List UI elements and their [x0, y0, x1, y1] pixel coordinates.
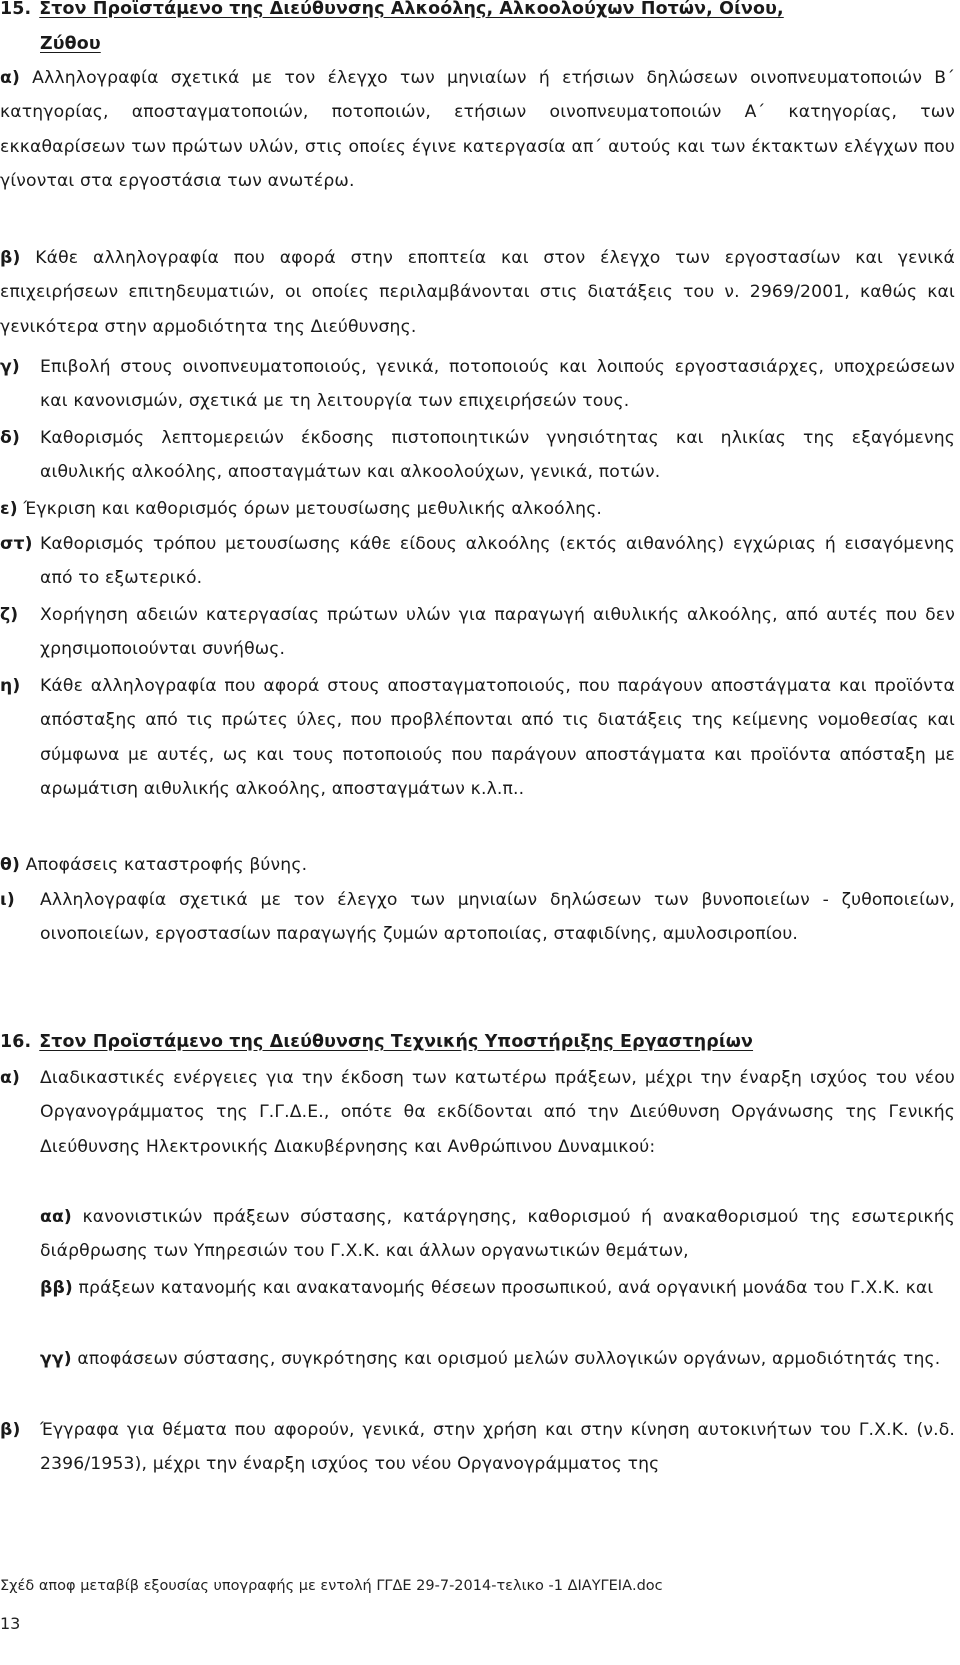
item-text: Καθορισμός τρόπου μετουσίωσης κάθε είδους αλκοόλης (εκτός αιθανόλης) εγχώριας ή εισαγόμενης από το εξωτερικό.	[40, 534, 955, 589]
item-label: γ)	[0, 357, 20, 377]
section-15-item-iota	[0, 883, 955, 952]
item-label: α)	[0, 1068, 20, 1088]
item-text: Κάθε αλληλογραφία που αφορά στην εποπτεία και στον έλεγχο των εργοστασίων και γενικά επιχειρήσεων επιτηδευματιών, οι οποίες περιλαμβάνονται στις διατάξεις του ν. 2969/2001, καθώς και γενικότερα στην αρμοδιότητα της Διεύθυνσης.	[0, 248, 955, 337]
item-label: β)	[0, 248, 21, 268]
section-15-item-a	[0, 61, 955, 199]
item-text: αποφάσεων σύστασης, συγκρότησης και ορισμού μελών συλλογικών οργάνων, αρμοδιότητάς της.	[77, 1349, 941, 1369]
item-text: Αποφάσεις καταστροφής βύνης.	[25, 855, 308, 875]
document-footer-filename: Σχέδ αποφ μεταβίβ εξουσίας υπογραφής με εντολή ΓΓΔΕ 29-7-2014-τελικο -1 ΔΙΑΥΓΕΙΑ.doc	[0, 1578, 663, 1594]
section-16-item-a	[0, 1061, 955, 1164]
section-15-number: 15.	[0, 0, 32, 19]
item-label: β)	[0, 1420, 21, 1440]
item-label: στ)	[0, 534, 33, 554]
section-15-item-d	[0, 421, 955, 490]
section-15-item-th	[0, 848, 955, 882]
item-label: θ)	[0, 855, 20, 875]
item-text: Κάθε αλληλογραφία που αφορά στους αποσταγματοποιούς, που παράγουν αποστάγματα και προϊόντα απόσταξης από τις πρώτες ύλες, που προβλέπονται από τις διατάξεις της κείμενης νομοθεσίας και σύμφωνα με αυτές, ως και τους ποτοποιούς που παράγουν αποστάγματα και προϊόντα απόσταξη με αρωμάτιση αιθυλικής αλκοόλης, αποσταγμάτων κ.λ.π..	[40, 676, 955, 800]
item-text: Επιβολή στους οινοπνευματοποιούς, γενικά, ποτοποιούς και λοιπούς εργοστασιάρχες, υποχρεώσεων και κανονισμών, σχετικά με τη λειτουργία των επιχειρήσεών τους.	[40, 357, 955, 412]
item-label: ββ)	[40, 1278, 73, 1298]
section-15-title-line2: Ζύθου	[40, 34, 101, 54]
item-label: α)	[0, 68, 20, 88]
section-16-subitem-aa	[40, 1200, 955, 1269]
section-15-item-i	[0, 669, 955, 807]
section-16-title: Στον Προϊστάμενο της Διεύθυνσης Τεχνικής Υποστήριξης Εργαστηρίων	[39, 1032, 754, 1052]
section-15-heading-cont	[40, 27, 101, 61]
section-15-item-e	[0, 492, 955, 526]
section-15-item-st	[0, 527, 955, 596]
item-text: Έγκριση και καθορισμός όρων μετουσίωσης μεθυλικής αλκοόλης.	[23, 499, 603, 519]
item-label: ε)	[0, 499, 18, 519]
section-15-item-c	[0, 350, 955, 419]
section-16-item-b	[0, 1413, 955, 1482]
item-label: δ)	[0, 428, 20, 448]
item-label: γγ)	[40, 1349, 72, 1369]
item-label: ι)	[0, 890, 15, 910]
item-text: Καθορισμός λεπτομερειών έκδοσης πιστοποιητικών γνησιότητας και ηλικίας της εξαγόμενης αιθυλικής αλκοόλης, αποσταγμάτων και αλκοολούχων, γενικά, ποτών.	[40, 428, 955, 483]
item-text: Αλληλογραφία σχετικά με τον έλεγχο των μηνιαίων ή ετήσιων δηλώσεων οινοπνευματοποιών Β΄ κατηγορίας, αποσταγματοποιών, ποτοποιών, ετήσιων οινοπνευματοποιών Α΄ κατηγορίας, των εκκαθαρίσεων των πρώτων υλών, στις οποίες έγινε κατεργασία απ΄ αυτούς και των έκτακτων ελέγχων που γίνονται στα εργοστάσια των ανωτέρω.	[0, 68, 955, 192]
section-15-title-line1: Στον Προϊστάμενο της Διεύθυνσης Αλκοόλης, Αλκοολούχων Ποτών, Οίνου,	[39, 0, 784, 19]
item-label: ζ)	[0, 605, 19, 625]
section-16-subitem-gg	[40, 1342, 955, 1376]
item-text: πράξεων κατανομής και ανακατανομής θέσεων προσωπικού, ανά οργανική μονάδα του Γ.Χ.Κ. και	[78, 1278, 934, 1298]
section-16-subitem-bb	[40, 1271, 955, 1305]
page-number: 13	[0, 1614, 21, 1633]
section-16-heading	[0, 1025, 753, 1059]
item-text: Χορήγηση αδειών κατεργασίας πρώτων υλών για παραγωγή αιθυλικής αλκοόλης, από αυτές που δεν χρησιμοποιούνται συνήθως.	[40, 605, 955, 660]
section-15-item-z	[0, 598, 955, 667]
item-label: αα)	[40, 1207, 72, 1227]
section-15-item-b	[0, 241, 955, 344]
item-label: η)	[0, 676, 21, 696]
section-16-number: 16.	[0, 1032, 32, 1052]
item-text: Έγγραφα για θέματα που αφορούν, γενικά, στην χρήση και στην κίνηση αυτοκινήτων του Γ.Χ.Κ. (ν.δ. 2396/1953), μέχρι την έναρξη ισχύος του νέου Οργανογράμματος της	[40, 1420, 955, 1475]
item-text: Διαδικαστικές ενέργειες για την έκδοση των κατωτέρω πράξεων, μέχρι την έναρξη ισχύος του νέου Οργανογράμματος της Γ.Γ.Δ.Ε., οπότε θα εκδίδονται από την Διεύθυνση Οργάνωσης της Γενικής Διεύθυνσης Ηλεκτρονικής Διακυβέρνησης και Ανθρώπινου Δυναμικού:	[40, 1068, 955, 1157]
section-15-heading	[0, 0, 784, 26]
item-text: κανονιστικών πράξεων σύστασης, κατάργησης, καθορισμού ή ανακαθορισμού της εσωτερικής διάρθρωσης των Υπηρεσιών του Γ.Χ.Κ. και άλλων οργανωτικών θεμάτων,	[40, 1207, 955, 1262]
item-text: Αλληλογραφία σχετικά με τον έλεγχο των μηνιαίων δηλώσεων των βυνοποιείων - ζυθοποιείων, οινοποιείων, εργοστασίων παραγωγής ζυμών αρτοποιίας, σταφιδίνης, αμυλοσιροπίου.	[40, 890, 955, 945]
